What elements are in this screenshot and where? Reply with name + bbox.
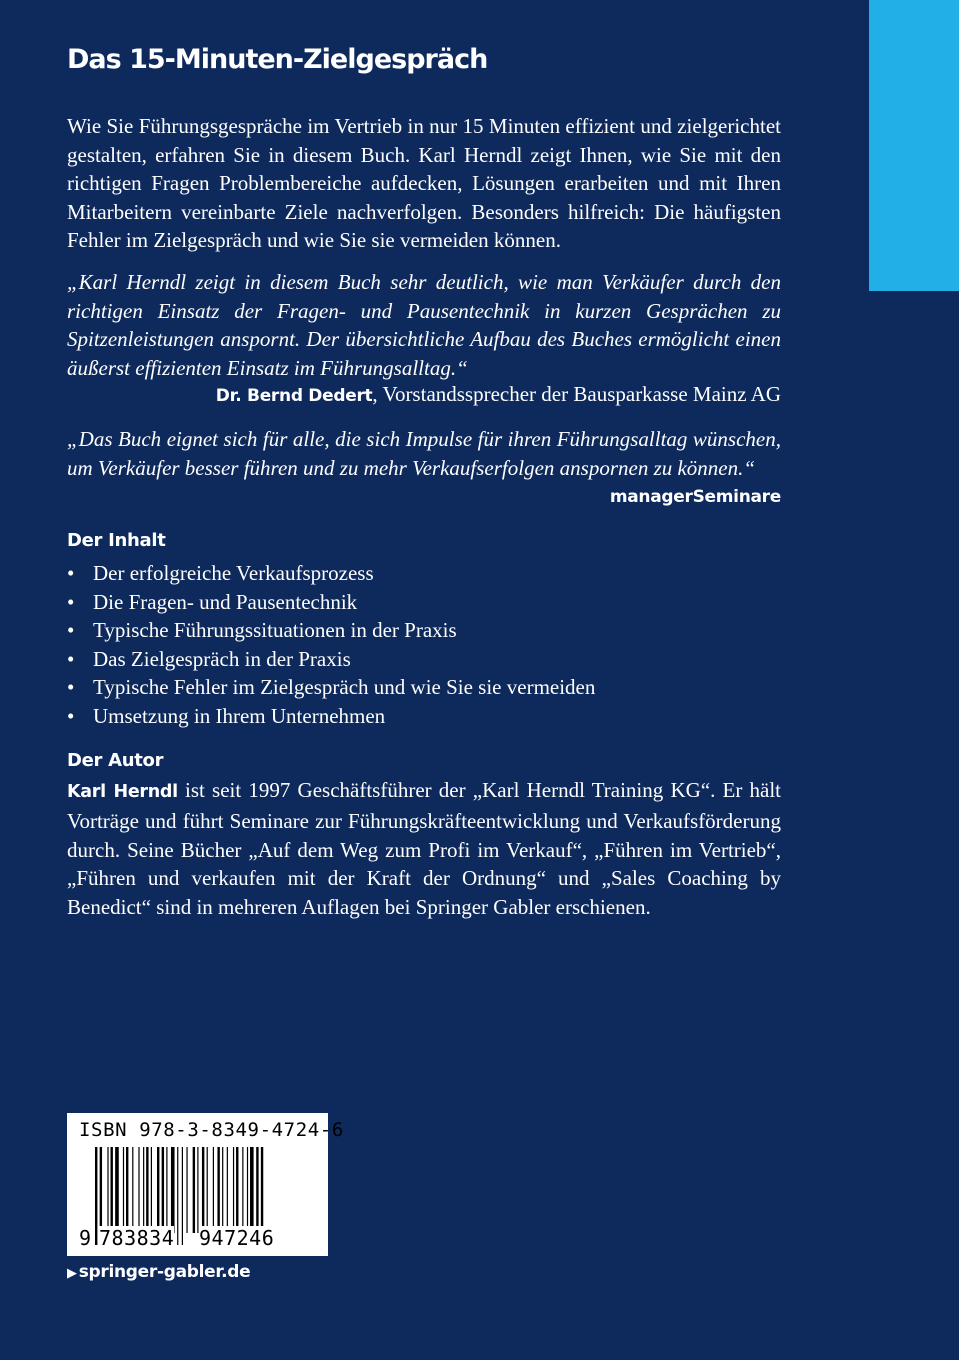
bullet-icon: • [67, 646, 75, 671]
ean-right-digits: 947246 [199, 1226, 275, 1250]
author-name: Karl Herndl [67, 782, 178, 802]
book-title: Das 15-Minuten-Zielgespräch [67, 44, 488, 75]
bullet-icon: • [67, 561, 75, 585]
bullet-icon: • [67, 589, 75, 614]
contents-item: • Typische Fehler im Zielgespräch und wie Sie sie vermeiden [67, 673, 595, 702]
contents-item: • Die Fragen- und Pausentechnik [67, 588, 595, 617]
isbn-label: ISBN 978-3-8349-4724-6 [79, 1119, 344, 1141]
play-arrow-icon: ▶ [67, 1266, 77, 1281]
author-bio-text: ist seit 1997 Geschäftsführer der „Karl Herndl Training KG“. Er hält Vorträge und führt Seminare zur Führungskräfteentwicklung und Verkaufsförderung durch. Seine Bücher „Auf dem Weg zum Profi im Verkauf“, „Führen im Vertrieb“, „Führen und verkaufen mit der Kraft der Ordnung“ und „Sales Coaching by Benedict“ sind in mehreren Auflagen bei Springer Gabler erschienen. [67, 778, 781, 920]
isbn-barcode [67, 1113, 344, 1256]
quote-managerseminare-attribution [67, 483, 781, 508]
intro-paragraph: Wie Sie Führungsgespräche im Vertrieb in nur 15 Minuten effizient und zielgerichtet gestalten, erfahren Sie in diesem Buch. Karl Herndl zeigt Ihnen, wie Sie mit den richtigen Fragen Problembereiche aufdecken, Lösungen erarbeiten und mit Ihren Mitarbeitern vereinbarte Ziele nachverfolgen. Besonders hilfreich: Die häufigsten Fehler im Zielgespräch und wie Sie sie vermeiden können. [67, 114, 781, 253]
bullet-icon: • [67, 703, 75, 728]
author-bio [67, 776, 781, 922]
accent-strip [869, 0, 959, 291]
quote-dedert: „Karl Herndl zeigt in diesem Buch sehr deutlich, wie man Verkäufer durch den richtigen Einsatz der Fragen- und Pausentechnik in kurzen Gesprächen zu Spitzenleistungen anspornt. Der übersichtliche Aufbau des Buches ermöglicht einen äußerst effizienten Einsatz im Führungsalltag.“ [67, 270, 781, 380]
ean-first-digit: 9 [79, 1226, 92, 1250]
contents-item: • Der erfolgreiche Verkaufsprozess [67, 559, 595, 588]
contents-list [67, 559, 595, 730]
quote-dedert-attribution [67, 382, 781, 407]
publisher-website [67, 1262, 250, 1282]
bullet-icon: • [67, 675, 75, 699]
ean-left-digits: 783834 [99, 1226, 175, 1250]
contents-item: • Typische Führungssituationen in der Praxis [67, 616, 595, 645]
website-label: springer-gabler.de [78, 1262, 251, 1282]
author-heading: Der Autor [67, 750, 164, 771]
quote-dedert-role: , Vorstandssprecher der Bausparkasse Mainz AG [372, 382, 781, 406]
contents-item: • Das Zielgespräch in der Praxis [67, 645, 595, 674]
quote-managerseminare: „Das Buch eignet sich für alle, die sich Impulse für ihren Führungsalltag wünschen, um Verkäufer besser führen und zu mehr Verkaufserfolgen anspornen zu können.“ [67, 427, 781, 480]
bullet-icon: • [67, 618, 75, 642]
contents-item: • Umsetzung in Ihrem Unternehmen [67, 702, 595, 731]
contents-heading: Der Inhalt [67, 530, 166, 551]
quote-dedert-author: Dr. Bernd Dedert [215, 386, 373, 406]
quote-managerseminare-source: managerSeminare [609, 487, 781, 507]
